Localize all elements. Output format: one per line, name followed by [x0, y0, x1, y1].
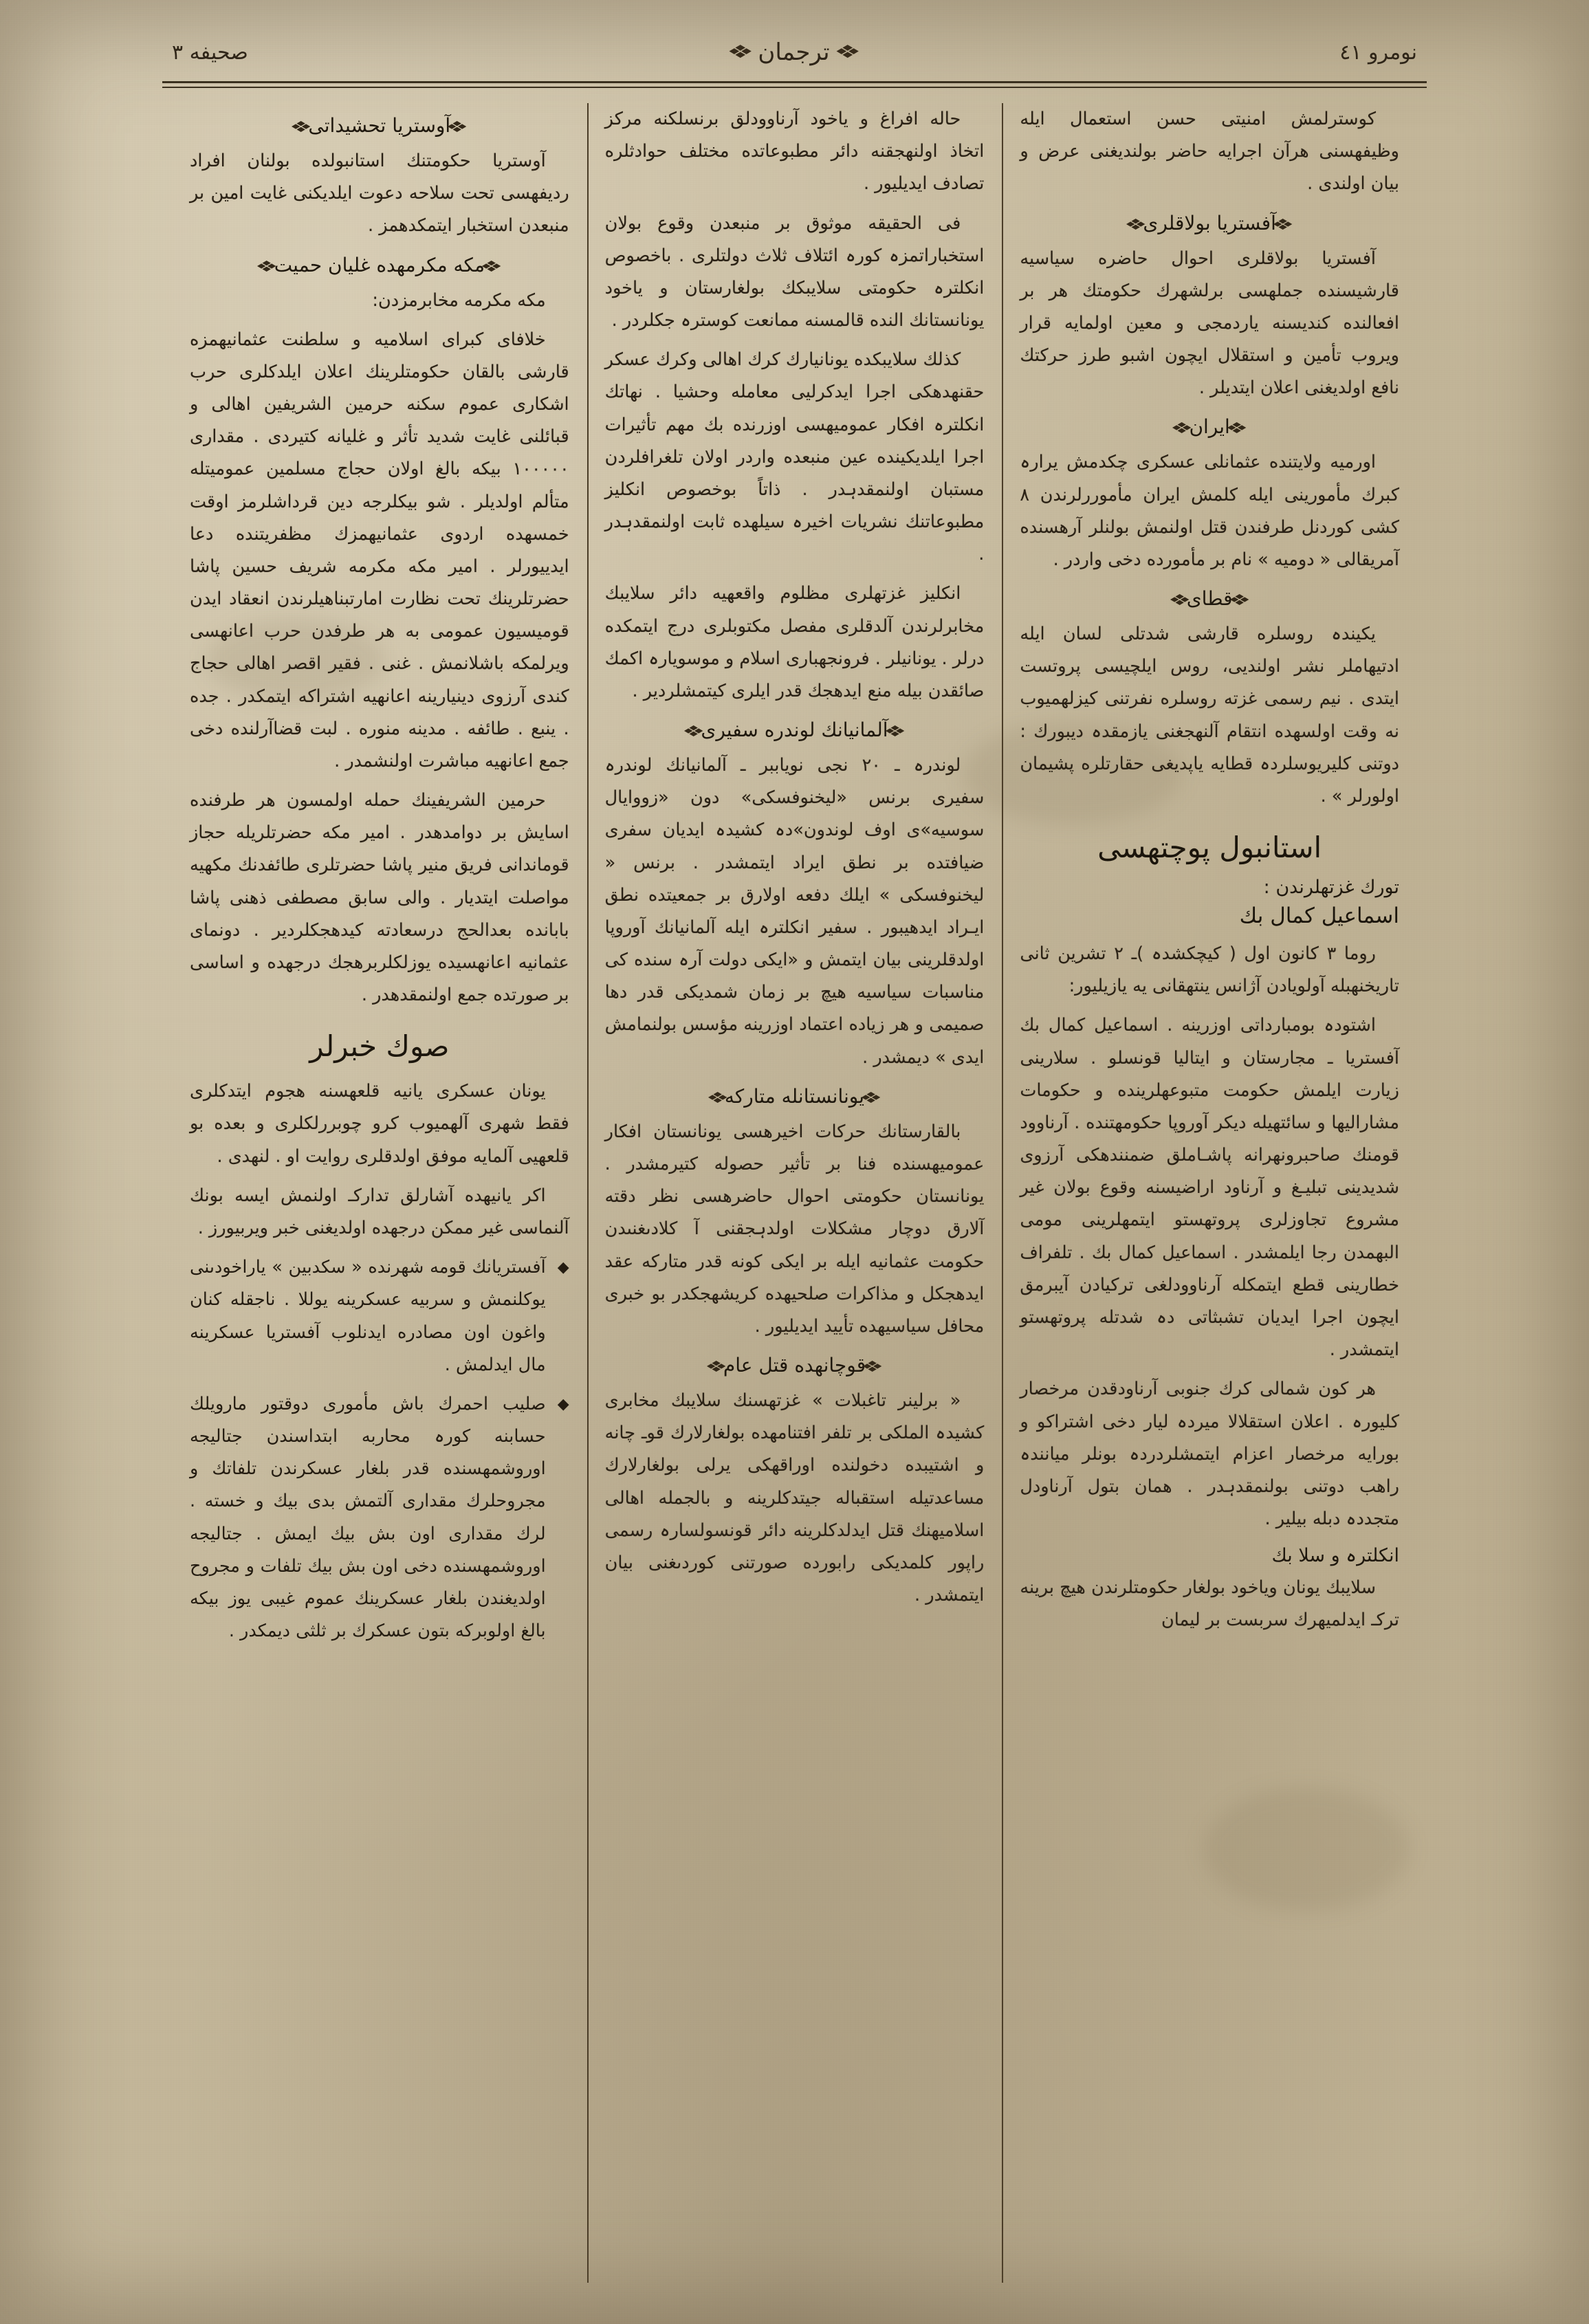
section-headline [605, 719, 985, 741]
person-name-heading: اسماعيل كمال بك [1239, 903, 1399, 929]
paragraph: اشتودہ بومبارداتی اوزرينه . اسماعيل كمال بك آفستريا ـ مجارستان و ايتاليا قونسلو . سلارينی زيارت ايلمش حكومت متبوعهلرينده و حكومات مشاراليها و سائتهيله ديكر آوروپا حكومهتنده . آرناوود قومنك صاحبرونهرانه پاشـاملق ضمنندهكی آرزوی شديدينی تبليـغ و آرناود اراضيسنه وقوع بولان غير مشروع تجاوزلری پروتهستو ايتمهلرينی مومی البهمدن رجا ايلمشدر . اسماعيل كمال بك . تلفراف خطارينی قطع ايتمكله آرناوودلغی تركيادن آيبرمق ايچون اجرا ايديان تشبثاتی دہ شدتله پروتهستو ايتمشدر . [1020, 1015, 1399, 1361]
ornament-left-icon: ❖ [833, 42, 862, 63]
masthead-rule-bottom [162, 87, 1427, 88]
headline-text: قطای [1186, 587, 1233, 611]
headline-text: مكه مكرمهده غليان حميت [274, 253, 485, 276]
headline-ornament-icon: ❖ [682, 723, 706, 741]
paragraph: بالقارستانك حركات اخيرهسی يونانستان افكار عموميهسنده فنا بر تأثير حصوله كتيرمشدر . يونانستان حكومتی احوال حاضرهسی نظر دقته آلارق دوچار مشكلات اولدہجقنی آ كلادىغنىدن حكومت عثمانيه ايله بر ايكی كونه قدر متاركه عقد ايدهجكل و مذاكرات صلحيهده كريشهجكدر بو خبری محافل سياسيهده تأييد ايديليور . [604, 1121, 985, 1337]
article-columns [172, 103, 1417, 2283]
headline-text: آفستريا بولاقلری [1143, 211, 1276, 234]
headline-ornament-icon: ❖ [479, 258, 504, 276]
paragraph: كذلك سلايبكده يونانيارك كرك اهالی وكرك عسكر حقنهدهكی اجرا ايدكرليی معامله وحشيا . نهاتك انكلترہ افكار عموميهسی اوزرنده بك مهم تأثيرات اجرا ايلديكينده عين منبعده واردر اولان تلغرافلردن مستبان اولنمقدہدر . ذاتاً بوخصوص انكليز مطبوعاتنك نشريات اخيرہ سيلهده ثابت اولنمقدہدر . [604, 349, 985, 565]
ornament-right-icon: ❖ [726, 42, 754, 63]
section-subtitle: انكلترہ و سلا بك [1271, 1545, 1399, 1567]
column-right [1002, 103, 1417, 2283]
section-headline [605, 1354, 985, 1377]
paragraph: انكليز غزتهلری مظلوم واقعهيه دائر سلايبك مخابرلرندن آلدقلری مفصل مكتوبلری درج ايتمكده درلر . يونانيلر . فرونجهباری اسلام و موسويارہ اكمك صائقدن بيله منع ايدهجك قدر ايلری كيتمشلردير . [604, 583, 985, 701]
headline-ornament-icon: ❖ [860, 1359, 885, 1377]
headline-ornament-icon: ❖ [1170, 420, 1194, 438]
section-headline [1020, 587, 1399, 610]
section-headline [1020, 415, 1399, 438]
column-left [172, 103, 587, 2283]
paragraph: آوستريا حكومتنك استانبولده بولنان افراد رديفهسی تحت سلاحه دعوت ايلديكنی غايت امين بر منبعدن استخبار ايتمكدهمز . [189, 151, 569, 237]
paragraph: خلافای كبرای اسلاميه و سلطنت عثمانيهمزه قارشی بالقان حكومتلرينك اعلان ايلدكلری حرب اشكاری عموم سكنه حرمين الشريفين اهالی و قبائلنی غايت شديد تأثر و غليانه كتيردی . مقداری ١٠٠٠٠٠ بيكه بالغ اولان حجاج مسلمين عموميتله متألم اولديلر . شو بيكلرجه دين قرداشلرمز اوقت خمسهده اردوی عثمانيهمزك مظفريتنده دعا ايدييورلر . امير مكه مكرمه شريف حسين پاشا حضرتلرينك تحت نظارت امارتبناهيلرندن انعقاد ايدن قوميسيون عمومی به هر طرفدن حرب اعانهسی ويرلمكه باشلانمش . غنی . فقير اقصر اهالی حجاج كندی آرزوی دينيارينه اعانهيه اشتراكه ايتمكدر . جده . ينبع . طائفه . مدينه منوره . لبت قضاآرلنده دخی جمع اعانهيه مباشرت اولنشمدر . [189, 329, 569, 771]
bulleted-paragraph [190, 1388, 569, 1647]
section-subtitle: تورك غزتهلرندن : [1263, 877, 1399, 899]
paragraph: « برلينر تاغبلات » غزتهسنك سلايبك مخابری كشيدہ الملكی بر تلفر افتنامهده بولغارلارك قوـ چانه و اشتيبده دخولنده اوراقهكی يرلی بولغارلارك مساعدتيله استقباله جيتدكلرينه و بالجمله اهالی اسلاميهنك قتل ايدلدكلرينه دائر قونسولسارہ رسمی راپور كلمديكی رابورده صورتنی كوردىغنی بيان ايتمشدر . [604, 1390, 985, 1606]
bulleted-paragraph [190, 1251, 569, 1381]
paragraph: سلايبك يونان وياخود بولغار حكومتلرندن هيچ برينه تركـ ايدلميهرك سربست بر ليمان [1020, 1577, 1399, 1631]
masthead [172, 28, 1417, 77]
paragraph: روما ٣ كانون اول ( كيچكشدہ )ـ ٢ تشرين ثانی تاريخنهبله آولويادن آژانس ينتهقانی يه يازيليور: [1020, 943, 1399, 997]
headline-ornament-icon: ❖ [1168, 592, 1192, 610]
paragraph: مكه مكرمه مخابرمزدن: [372, 289, 546, 311]
headline-text: قوچانهده قتل عام [723, 1354, 866, 1377]
headline-ornament-icon: ❖ [1124, 216, 1148, 234]
paragraph: يونان عسكری يانيه قلعهسنه هجوم ايتدكلری فقط شهری آلهميوب كرو چوبررلكلری و بعده بو قلعهيی آلمايه موفق اولدقلری روايت او . لنهدی . [189, 1081, 569, 1167]
section-title: صوك خبرلر [309, 1029, 450, 1064]
issue-number: نومرو ٤١ [1339, 40, 1417, 65]
headline-ornament-icon: ❖ [446, 119, 470, 136]
section-title: استانبول پوچتهسی [1097, 831, 1322, 865]
headline-ornament-icon: ❖ [289, 119, 314, 136]
paragraph: اورميه ولايتنده عثمانلی عسكری چكدمش يرارہ كبرك مأمورينی ايله كلمش ايران مأموررلرندن ٨ كشی كوردنل طرفندن قتل اولنمش بولنلر آرهسنده آمريقالی « دوميه » نام بر مأمورده دخی واردر . [1020, 452, 1399, 570]
headline-ornament-icon: ❖ [883, 723, 907, 741]
paragraph: اكر يانيهده آشارلق تداركـ اولنمش ايسه بونك آلنماسی غير ممكن درجهده اولديغنی خبر ويربيورز . [189, 1185, 569, 1238]
paragraph: حاله افراغ و ياخود آرناوودلق برنسلكنه مركز اتخاذ اولنهجقنه دائر مطبوعاتده مختلف حوادثلره تصادف ايديليور . [604, 109, 985, 195]
headline-text: آلمانيانك لوندره سفيری [701, 719, 888, 742]
paragraph: يكيندہ روسلره قارشی شدتلی لسان ايله ادتيهاملر نشر اولنديی، روس ايلچيسی پروتست ايتدی . نيم رسمی غزته روسلره نفرتنی كيزلهميوب نه وقت اولسهده انتقام آلنهجغنی يازمقدہ ديبورك : دوتنی كليريوسلردہ قطايه ياپديغی حقارتلره پشيمان اولورلر » . [1020, 624, 1399, 807]
paragraph: كوسترلمش امنيتی حسن استعمال ايله وظيفهسنی هرآن اجرايه حاضر بولندیغنی عرض و بيان اولندی . [1020, 109, 1399, 195]
headline-ornament-icon: ❖ [859, 1089, 884, 1107]
masthead-rule-top [162, 81, 1427, 83]
diamond-bullet-icon: ◆ [557, 1259, 569, 1277]
headline-ornament-icon: ❖ [1225, 420, 1249, 438]
paragraph: هر كون شمالی كرك جنوبی آرناودقدن مرخصار كليورہ . اعلان استقلالا ميردہ ليار دخی اشتراكو و بورايه مرخصار اعزام ايتمشلردردہ بونلر ميانندہ راهب دوتنی بولنمقدہدر . همان بتول آرناودل متجددہ دبله بيلير . [1020, 1379, 1399, 1530]
headline-text: آوستريا تحشيداتی [308, 114, 451, 137]
headline-ornament-icon: ❖ [1227, 592, 1251, 610]
paragraph-text: صليب احمرك باش مأموری دوقتور مارويلك حسابنه كورہ محاربه ابتداسندن جتاليجه اوروشمهسنده قدر بلغار عسكرندن تلفاتك و مجروحلرك مقداری آلتمش بدی بيك و خسته . لرك مقداری اون بش بيك ايمش . جتاليجه اوروشمهسنده دخی اون بش بيك تلفات و مجروح اولديغندن بلغار عسكرينك عموم غيبی يوز بيكه بالغ اولوبركه بتون عسكرك بر ثلثی دیمكدر . [189, 1393, 546, 1642]
headline-ornament-icon: ❖ [255, 258, 279, 276]
page-number: صحيفه ٣ [172, 40, 248, 65]
headline-ornament-icon: ❖ [1271, 216, 1295, 234]
section-headline [605, 1085, 985, 1108]
headline-text: ايران [1189, 415, 1230, 439]
paragraph: آفستريا بولاقلری احوال حاضره سياسيه قارشيسنده جملهسی برلشهرك حكومتك هر بر افعالنده كنديسنه ياردمجی و معين اولمايه قرار ويروب تأمين و استقلال ايچون اشبو طرز حركتك نافع اولديغنی اعلان ايتديلر . [1020, 248, 1399, 399]
headline-ornament-icon: ❖ [704, 1359, 728, 1377]
headline-text: يونانستانله متاركه [724, 1084, 865, 1108]
paper-title-block [726, 39, 862, 66]
section-headline [190, 254, 569, 276]
column-middle [587, 103, 1002, 2283]
headline-ornament-icon: ❖ [705, 1089, 730, 1107]
paragraph: لوندرہ ـ ٢٠ نجی نوياببر ـ آلمانيانك لوندرہ سفيری برنس «ليخنوفسكی» دون «زووايال سوسيه»ی اوف لوندون»دہ كشيدہ ايديان سفری ضيافتده بر نطق ايراد ايتمشدر . برنس « ليخنوفسكی » ايلك دفعه اولارق بر جمعيتده نطق ايـراد ايدهيبور . سفير انكلترہ ايله آلمانيانك آوروپا اولدقلرينی بيان ايتمش و «ايكی دولت آرہ سنده كی مناسبات سياسيه هيچ بر زمان شمديكی قدر دها صميمی و هر زياده اعتماد اوزرينه مؤسس بولنمامش ايدی » ديمشدر . [604, 755, 985, 1068]
diamond-bullet-icon: ◆ [557, 1395, 569, 1413]
paragraph: فی الحقيقه موثوق بر منبعدن وقوع بولان استخباراتمزہ كورہ ائتلاف ثلاث دولتلری . باخصوص انكلترہ حكومتی سلايبكك بولغارستان و ياخود يونانستانك النده قالمسنه ممانعت كوسترہ جكلردر . [604, 212, 985, 331]
section-headline [1020, 212, 1399, 234]
section-headline [190, 114, 569, 137]
paragraph-text: آفستريانك قومه شهرنده « سكدبين » ياراخودىنى يوكلنمش و سربيه عسكرينه يوللا . ناجقله كنان واغون اون مصادره ايدنلوب آفستريا عسكرينه مال ايدلمش . [189, 1257, 546, 1375]
paragraph: حرمين الشريفينك حمله اولمسون هر طرفنده اسايش بر دوامدهدر . امير مكه حضرتلريله حجاز قوماندانی فريق منير پاشا حضرتلری طائفدنك مكهيه مواصلت ايتديار . والی سابق مصطفی ذهنی پاشا بابانده بعدالحج درسعادته كيدهجكلردير . دونمای عثمانيه اعانهسيده يوزلكلربرهجك درجهده و اساسی بر صورتده جمع اولنمقدهدر . [189, 790, 569, 1006]
paper-title: ترجمان [758, 39, 830, 66]
